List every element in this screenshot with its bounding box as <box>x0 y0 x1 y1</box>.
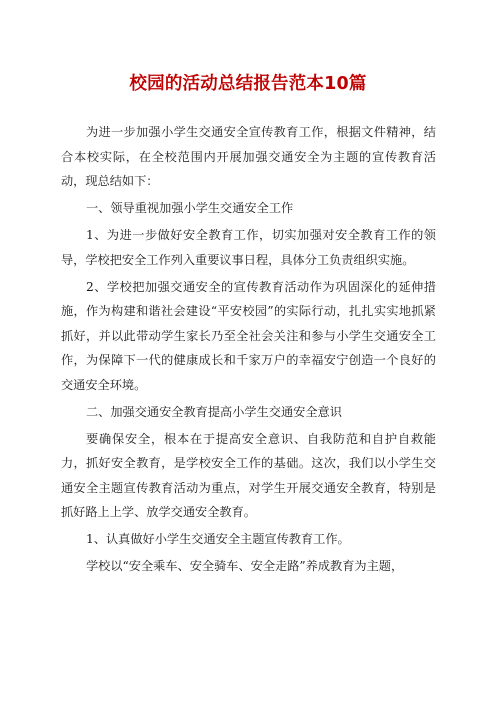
paragraph-intro: 为进一步加强小学生交通安全宣传教育工作，根据文件精神，结合本校实际，在全校范围内开展加强交通安全为主题的宣传教育活动，现总结如下： <box>61 125 436 188</box>
section-heading-2: 二、加强交通安全教育提高小学生交通安全意识 <box>86 404 342 419</box>
paragraph-item-3: 1、认真做好小学生交通安全主题宣传教育工作。 <box>86 532 350 546</box>
paragraph-theme: 学校以“安全乘车、安全骑车、安全走路”养成教育为主题， <box>86 559 404 573</box>
document-body <box>61 120 436 581</box>
section-heading-1: 一、领导重视加强小学生交通安全工作 <box>86 201 294 215</box>
paragraph-item-1: 1、为进一步做好安全教育工作，切实加强对安全教育工作的领导，学校把安全工作列入重要议事日程，具体分工负责组织实施。 <box>61 228 436 267</box>
paragraph-safety: 要确保安全，根本在于提高安全意识、自我防范和自护自救能力，抓好安全教育，是学校安全工作的基础。这次，我们以小学生交通安全主题宣传教育活动为重点，对学生开展交通安全教育，特别是抓好路上上学、放学交通安全教育。 <box>61 431 436 519</box>
paragraph-item-2: 2、学校把加强交通安全的宣传教育活动作为巩固深化的延伸措施，作为构建和谐社会建设“平安校园”的实际行动，扎扎实实地抓紧抓好，并以此带动学生家长乃至全社会关注和参与小学生交通安全工作，为保障下一代的健康成长和千家万户的幸福安宁创造一个良好的交通安全环境。 <box>61 279 436 392</box>
document-title: 校园的活动总结报告范本10篇 <box>129 74 367 94</box>
